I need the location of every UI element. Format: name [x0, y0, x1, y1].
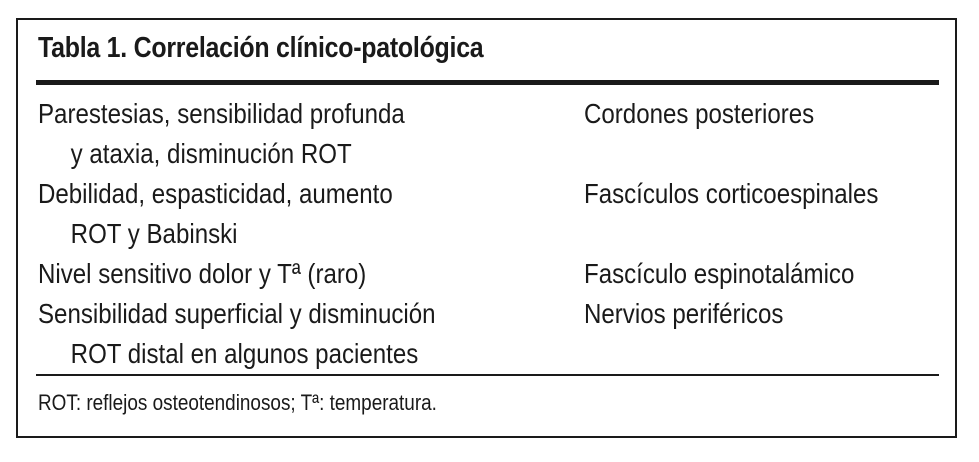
table-row — [38, 254, 938, 294]
table-footnote: ROT: reflejos osteotendinosos; Tª: temperatura. — [38, 390, 437, 415]
location-cell: Nervios periféricos — [584, 298, 784, 329]
table-row — [38, 94, 938, 174]
table-row — [38, 294, 938, 374]
location-cell: Fascículos corticoespinales — [584, 178, 879, 209]
symptoms-line: Parestesias, sensibilidad profunda — [38, 98, 405, 129]
symptoms-line: Nivel sensitivo dolor y Tª (raro) — [38, 258, 367, 289]
table-frame — [16, 18, 957, 438]
table-body — [38, 94, 938, 374]
location-cell: Fascículo espinotalámico — [584, 258, 855, 289]
table-title: Tabla 1. Correlación clínico-patológica — [38, 32, 484, 64]
symptoms-line: Debilidad, espasticidad, aumento — [38, 178, 393, 209]
location-cell: Cordones posteriores — [584, 98, 815, 129]
table-row — [38, 174, 938, 254]
symptoms-line-continued: ROT y Babinski — [70, 218, 238, 249]
symptoms-line-continued: y ataxia, disminución ROT — [70, 138, 352, 169]
symptoms-line-continued: ROT distal en algunos pacientes — [70, 338, 419, 369]
header-divider — [36, 80, 939, 85]
footnote-divider — [36, 374, 939, 376]
symptoms-line: Sensibilidad superficial y disminución — [38, 298, 436, 329]
